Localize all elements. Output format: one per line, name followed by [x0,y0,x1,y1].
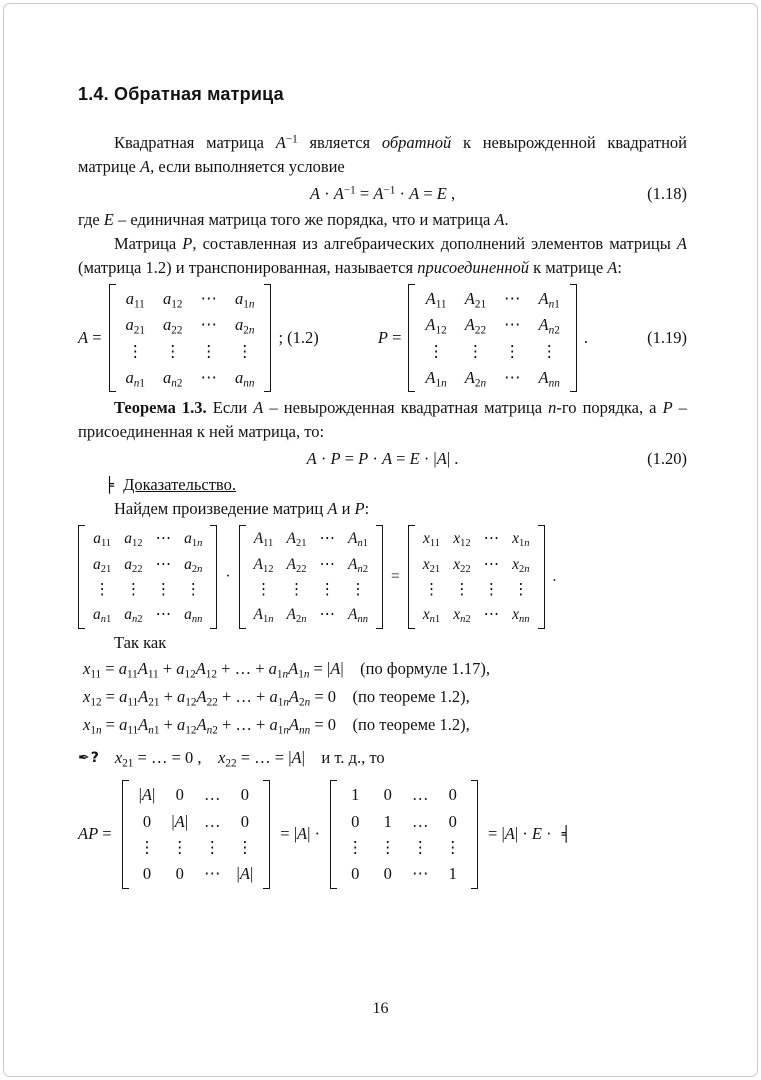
matrix-cell: 0 [383,864,392,884]
matrix-cell: $a_{1n}$ [234,289,255,311]
left-bracket [122,780,129,888]
matrix-cell: $a_{n2}$ [163,367,183,390]
matrix-cell: $a_{2n}$ [184,555,203,575]
matrix-cell: $a_{2n}$ [234,315,255,337]
matrix-x-result [408,525,545,629]
matrix-identity [330,780,478,888]
matrix-cell: ⋯ [483,555,500,573]
matrix-cell: $x_{12}$ [453,530,471,550]
left-bracket [239,525,246,629]
matrix-cell: … [412,811,429,831]
matrix-cell: ⋯ [412,864,429,884]
final-equation-row [78,780,687,888]
matrix-cell: ⋯ [483,606,500,624]
matrix-cell: ⋯ [319,530,336,548]
matrix-cell: ⋮ [236,837,254,857]
matrix-cell: 0 [383,785,392,805]
matrix-p-label: P = [377,328,402,348]
matrix-cell: 1 [351,785,360,805]
matrix-cell: ⋯ [200,315,217,335]
matrix-cell: 1 [383,811,392,831]
matrix-product-row [78,525,687,629]
matrix-cell: ⋮ [288,580,305,598]
matrix-cell: ⋮ [127,341,144,361]
equation-1-20-number: (1.20) [647,449,687,469]
matrix-cell: ⋮ [423,580,440,598]
matrix-cell: $a_{n1}$ [93,606,112,626]
formula-x21: $x_{21}$ = … = 0 , $x_{22}$ = … = |A| и т. д., то [114,748,385,770]
matrix-cell: 0 [240,785,250,805]
right-bracket [376,525,383,629]
matrix-cell: ⋮ [540,341,558,361]
matrix-cell: ⋮ [467,341,484,361]
matrix-cell: ⋮ [200,341,217,361]
text-run: Доказательство. [123,475,236,495]
matrix-cell: $A_{n2}$ [348,555,369,575]
matrix-cell: ⋮ [185,580,201,598]
matrix-cell: $a_{1n}$ [184,530,203,550]
matrix-cell: ⋯ [200,289,217,308]
matrix-cell: $A_{n1}$ [538,289,560,311]
text-run: к матрице A: [529,258,622,277]
matrix-cell: ⋮ [125,580,142,598]
matrix-cell: ⋯ [200,367,217,387]
matrix-cell: ⋮ [155,580,172,598]
right-bracket [263,780,270,888]
matrix-cell: $x_{1n}$ [512,530,530,550]
matrix-cell: ⋮ [138,837,156,857]
matrix-grid [337,780,471,888]
matrix-cell: ⋯ [504,367,521,387]
matrix-cell: |A| [171,811,189,831]
matrix-cell: $x_{n1}$ [422,606,441,626]
text-run: −1 [383,184,396,197]
matrix-cell: $a_{12}$ [124,530,143,550]
matrix-p-group [378,284,588,392]
matrix-grid [246,525,377,629]
matrix-cell: 0 [448,811,457,831]
matrix-cell: $A_{11}$ [253,530,274,550]
margin-question-icon: ✒? [78,750,100,767]
matrix-cell: ⋮ [347,837,364,857]
equals-operator: = [391,568,400,586]
matrix-cell: $x_{n2}$ [453,606,471,626]
matrix-cell: 0 [142,811,152,831]
matrix-cell: … [412,785,429,805]
equation-1-18-number: (1.18) [647,184,687,203]
matrix-cell: ⋮ [255,580,272,598]
matrix-cell: $x_{22}$ [453,555,471,575]
matrix-cell: ⋯ [504,289,521,308]
equation-1-20-row [78,445,687,472]
text-run: Квадратная матрица A [114,133,286,152]
matrix-cell: ⋯ [204,864,221,884]
matrix-cell: $a_{12}$ [163,289,183,311]
equation-1-18-formula [310,184,455,203]
left-bracket [408,525,415,629]
formula-x21-line [78,744,687,772]
matrix-cell: ⋮ [319,580,336,598]
left-bracket [109,284,116,392]
matrix-cell: $A_{22}$ [464,315,487,337]
matrix-cell: ⋮ [504,341,521,361]
matrix-grid [415,525,538,629]
matrix-diagonal [122,780,271,888]
matrix-a [109,284,272,392]
matrix-cell: $A_{11}$ [425,289,447,311]
equation-1-2-number: ; (1.2) [278,328,319,348]
proof-end-icon: ╡ [561,825,571,844]
matrix-cell: 0 [240,811,250,831]
equals-det-a-e-label: = |A| · E · [488,824,552,844]
matrix-cell: $A_{22}$ [286,555,307,575]
text-run: ╞ [105,476,124,495]
matrix-cell: ⋮ [350,580,366,598]
matrix-cell: ⋯ [483,530,500,548]
matrix-cell: ⋮ [454,580,470,598]
matrix-cell: $A_{2n}$ [286,606,307,626]
paragraph-adjoint-definition [78,232,687,280]
matrix-cell: 0 [175,864,184,884]
matrix-cell: 0 [448,785,457,805]
matrix-cell: $A_{nn}$ [348,606,369,626]
matrix-p-factor [239,525,384,629]
formula-x1n: $x_{1n} = a_{11}A_{n1} + a_{12}A_{n2}$ + … + $a_{1n}A_{nn} = 0$ (по теореме 1.2), [83,715,470,737]
matrix-cell: ⋯ [155,606,172,624]
matrix-cell: $A_{1n}$ [253,606,274,626]
matrix-cell: |A| [138,785,156,805]
matrix-cell: ⋮ [379,837,397,857]
text-run: A · A [309,184,344,203]
matrix-cell: $x_{21}$ [422,555,441,575]
matrix-cell: $A_{12}$ [253,555,274,575]
matrix-a-label: A = [78,328,102,348]
matrix-cell: ⋯ [319,555,336,573]
matrix-a-factor [78,525,217,629]
matrix-cell: $A_{n2}$ [538,315,560,337]
proof-opener [105,473,687,497]
text-run: Теорема 1.3. [114,398,207,418]
matrix-cell: 0 [351,864,360,884]
matrix-cell: … [204,785,221,805]
matrix-p [408,284,576,392]
matrix-cell: ⋯ [504,315,521,335]
product-period: . [552,568,557,586]
matrix-cell: $a_{11}$ [93,530,112,550]
text-run: Если A – невырожденная квадратная матрица n-го порядка, а P – присоединенная к ней матрица, то: [78,398,688,442]
matrix-cell: ⋮ [444,837,462,857]
matrix-cell: $a_{n2}$ [124,606,143,626]
matrix-cell: ⋯ [319,606,336,624]
right-bracket [570,284,577,392]
matrix-cell: ⋯ [155,555,172,573]
paragraph-identity-note: где E – единичная матрица того же порядка, что и матрица A. [78,210,509,229]
matrix-cell: … [204,811,221,831]
matrix-cell: $a_{nn}$ [234,367,255,390]
matrix-cell: 0 [351,811,360,831]
right-bracket [264,284,271,392]
matrix-grid [85,525,210,629]
matrix-cell: $A_{12}$ [425,315,447,337]
equation-1-19-number: (1.19) [647,328,687,348]
matrix-cell: ⋮ [204,837,221,857]
matrix-cell: ⋮ [236,341,253,361]
matrix-cell: $A_{n1}$ [348,530,369,550]
matrix-cell: ⋮ [164,341,181,361]
matrix-cell: $x_{2n}$ [512,555,530,575]
matrix-cell: $a_{11}$ [125,289,145,311]
page-number: 16 [372,1000,389,1017]
formula-x12: $x_{12} = a_{11}A_{21} + a_{12}A_{22}$ + … + $a_{1n}A_{2n} = 0$ (по теореме 1.2), [83,687,470,709]
matrix-cell: ⋮ [412,837,429,857]
left-bracket [330,780,337,888]
text-run: обратной [381,133,452,152]
matrix-cell: $a_{21}$ [125,315,145,337]
matrix-cell: ⋮ [427,341,445,361]
paragraph-inverse-definition [78,131,687,179]
text-run: является [297,133,382,152]
section-title: 1.4. Обратная матрица [78,84,284,104]
matrix-cell: $a_{21}$ [93,555,112,575]
page-content [78,84,687,889]
ap-equals-label: AP = [78,824,112,844]
matrix-cell: $A_{1n}$ [425,367,447,390]
right-bracket [471,780,478,888]
matrix-definitions-row [78,284,687,392]
matrix-cell: ⋮ [483,580,500,598]
matrix-cell: $a_{n1}$ [125,367,145,390]
text-run: Матрица P, составленная из алгебраических дополнений элементов матрицы A (матрица 1.2) и транспонированная, называется [78,234,687,277]
left-bracket [408,284,415,392]
matrix-cell: $A_{21}$ [464,289,487,311]
matrix-grid [116,284,265,392]
matrix-a-group [78,284,319,392]
matrix-cell: $x_{nn}$ [512,606,530,626]
multiply-operator: · [225,568,231,586]
text-run: · A = E , [395,184,456,203]
matrix-cell: |A| [236,864,254,884]
matrix-cell: $a_{22}$ [163,315,183,337]
tak-kak-line: Так как [114,633,167,653]
matrix-cell: ⋮ [513,580,529,598]
equation-1-18-row [78,180,687,207]
matrix-p-period: . [583,328,588,348]
matrix-cell: ⋯ [155,530,172,548]
left-bracket [78,525,85,629]
matrix-cell: 0 [142,864,152,884]
matrix-cell: $x_{11}$ [422,530,440,550]
equals-det-a-label: = |A| · [280,824,321,844]
formula-x11: $x_{11} = a_{11}A_{11} + a_{12}A_{12}$ + … + $a_{1n}A_{1n} = |A|$ (по формуле 1.17), [83,659,490,681]
text-run: к невырожденной квадратной матрице A, если выполняется условие [78,133,687,176]
theorem-1-3-paragraph [78,396,687,444]
text-run: −1 [343,184,356,197]
equation-1-20-formula: A · P = P · A = E · |A| . [306,449,459,469]
matrix-cell: $a_{nn}$ [184,606,203,626]
proof-find-line: Найдем произведение матриц A и P: [114,499,370,519]
matrix-cell: $A_{nn}$ [538,367,560,390]
matrix-cell: ⋮ [94,580,110,598]
text-run: −1 [285,133,298,146]
right-bracket [210,525,217,629]
matrix-grid [129,780,264,888]
text-run: = A [355,184,384,203]
matrix-cell: $A_{21}$ [286,530,307,550]
matrix-cell: 0 [175,785,184,805]
matrix-cell: $a_{22}$ [124,555,143,575]
text-run: присоединенной [417,258,530,277]
matrix-cell: 1 [448,864,457,884]
right-bracket [538,525,545,629]
matrix-grid [415,284,569,392]
matrix-cell: $A_{2n}$ [464,367,487,390]
matrix-cell: ⋮ [171,837,188,857]
